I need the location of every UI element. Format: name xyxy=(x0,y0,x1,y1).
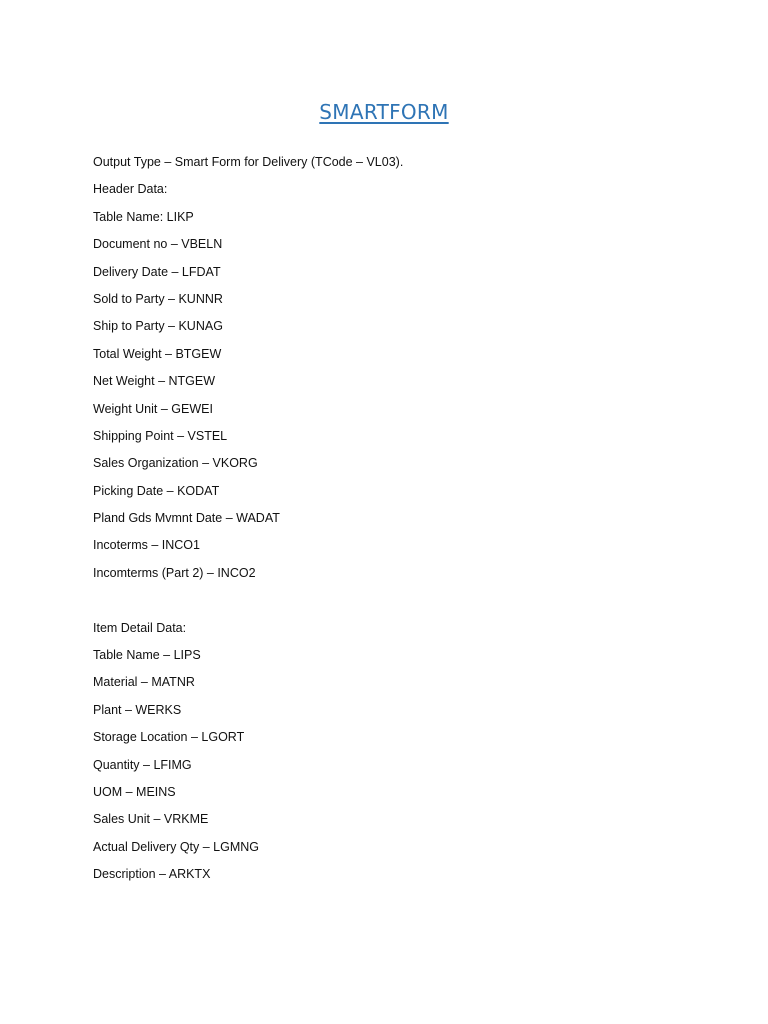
text-line: Material – MATNR xyxy=(93,675,195,690)
text-line: Weight Unit – GEWEI xyxy=(93,401,213,416)
text-line: Delivery Date – LFDAT xyxy=(93,264,221,279)
blank-line xyxy=(93,588,403,615)
text-line: Item Detail Data: xyxy=(93,620,187,635)
text-line: Sold to Party – KUNNR xyxy=(93,291,223,306)
text-line: Net Weight – NTGEW xyxy=(93,374,216,389)
text-line: Table Name: LIKP xyxy=(93,209,194,224)
text-line: Incoterms – INCO1 xyxy=(93,538,200,553)
text-line: Sales Unit – VRKME xyxy=(93,812,209,827)
text-line: Table Name – LIPS xyxy=(93,648,201,663)
text-line: Sales Organization – VKORG xyxy=(93,456,258,471)
text-line: Plant – WERKS xyxy=(93,702,182,717)
text-line: Header Data: xyxy=(93,182,168,197)
text-line: Shipping Point – VSTEL xyxy=(93,428,228,443)
text-line: Incomterms (Part 2) – INCO2 xyxy=(93,565,256,580)
text-line: Quantity – LFIMG xyxy=(93,757,192,772)
text-line: Output Type – Smart Form for Delivery (TCode – VL03). xyxy=(93,155,404,169)
text-line: Ship to Party – KUNAG xyxy=(93,319,223,334)
text-line: Document no – VBELN xyxy=(93,237,223,252)
text-line: Storage Location – LGORT xyxy=(93,730,245,745)
text-line: UOM – MEINS xyxy=(93,784,176,799)
text-line: Actual Delivery Qty – LGMNG xyxy=(93,839,260,854)
text-line: Pland Gds Mvmnt Date – WADAT xyxy=(93,511,280,526)
text-line: Description – ARKTX xyxy=(93,867,211,882)
text-line: Picking Date – KODAT xyxy=(93,483,220,498)
document-title: SMARTFORM xyxy=(319,100,449,124)
document-body xyxy=(93,150,403,890)
text-line: Total Weight – BTGEW xyxy=(93,346,222,361)
